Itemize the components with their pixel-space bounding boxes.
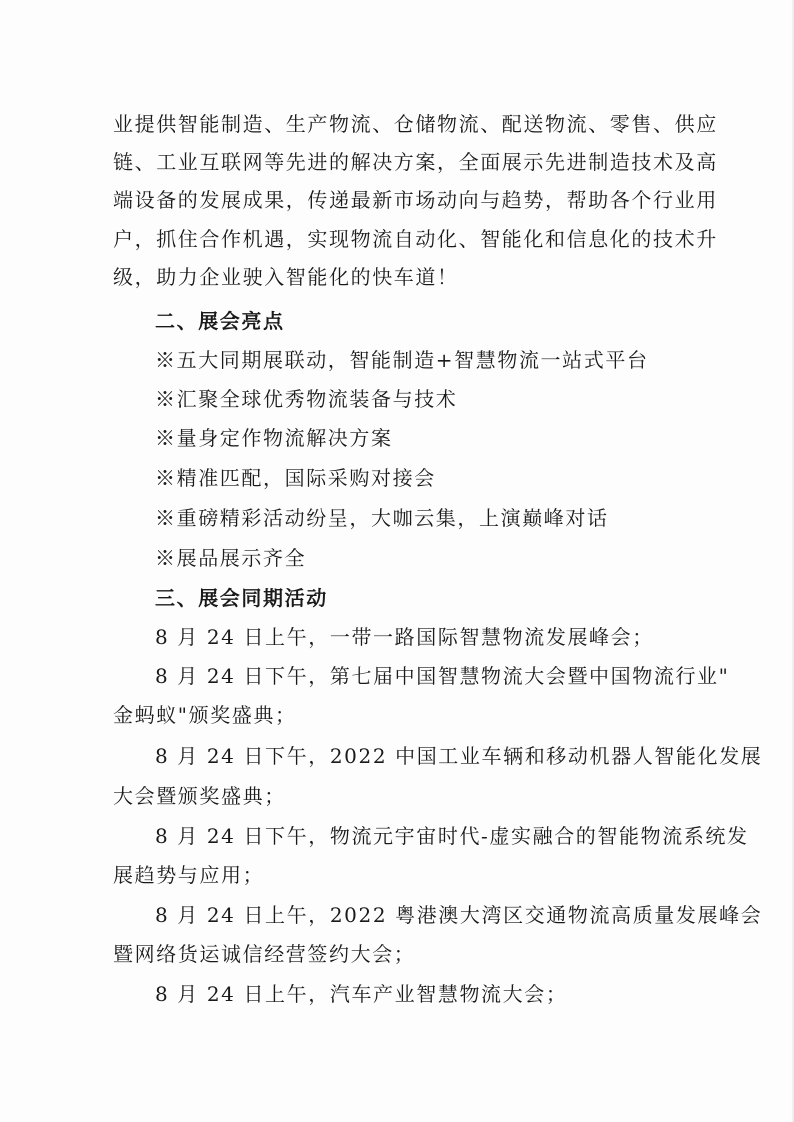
section-heading: 三、展会同期活动 <box>155 586 328 610</box>
highlight-item: ※展品展示齐全 <box>155 546 307 570</box>
paragraph-line: 级，助力企业驶入智能化的快车道！ <box>113 265 459 289</box>
event-item: 8 月 24 日下午，2022 中国工业车辆和移动机器人智能化发展 <box>155 744 763 768</box>
event-item: 8 月 24 日上午，一带一路国际智慧物流发展峰会； <box>155 625 654 649</box>
highlight-item: ※精准匹配，国际采购对接会 <box>155 466 436 490</box>
highlight-item: ※汇聚全球优秀物流装备与技术 <box>155 387 458 411</box>
event-item: 8 月 24 日上午，汽车产业智慧物流大会； <box>155 982 568 1006</box>
event-item: 8 月 24 日下午，物流元宇宙时代-虚实融合的智能物流系统发 <box>155 824 749 848</box>
event-item: 8 月 24 日下午，第七届中国智慧物流大会暨中国物流行业" <box>155 664 730 688</box>
paragraph-line: 户，抓住合作机遇，实现物流自动化、智能化和信息化的技术升 <box>113 227 718 251</box>
highlight-item: ※五大同期展联动，智能制造+智慧物流一站式平台 <box>155 348 649 372</box>
section-heading: 二、展会亮点 <box>155 309 285 333</box>
highlight-item: ※量身定作物流解决方案 <box>155 426 393 450</box>
paragraph-line: 链、工业互联网等先进的解决方案，全面展示先进制造技术及高 <box>113 150 718 174</box>
paragraph-line: 端设备的发展成果，传递最新市场动向与趋势，帮助各个行业用 <box>113 188 718 212</box>
event-item-continuation: 展趋势与应用； <box>113 863 265 887</box>
event-item-continuation: 暨网络货运诚信经营签约大会； <box>113 942 416 966</box>
highlight-item: ※重磅精彩活动纷呈，大咖云集，上演巅峰对话 <box>155 506 609 530</box>
paragraph-line: 业提供智能制造、生产物流、仓储物流、配送物流、零售、供应 <box>113 112 718 136</box>
event-item-continuation: 金蚂蚁"颁奖盛典； <box>113 703 297 727</box>
event-item-continuation: 大会暨颁奖盛典； <box>113 784 286 808</box>
event-item: 8 月 24 日上午，2022 粤港澳大湾区交通物流高质量发展峰会 <box>155 903 763 927</box>
